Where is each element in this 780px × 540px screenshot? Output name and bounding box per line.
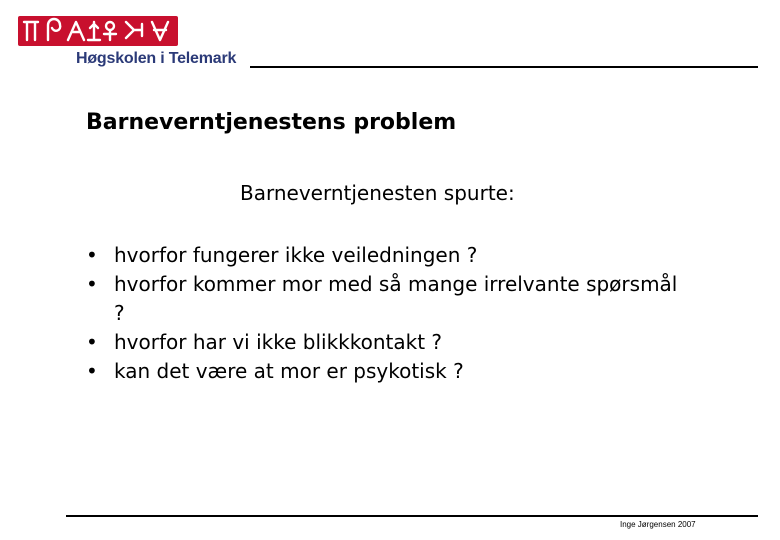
rock-carving-glyphs-icon [18,16,178,46]
bullet-item [86,270,686,328]
bullet-icon: • [86,272,98,296]
footer-credit: Inge Jørgensen 2007 [620,520,696,529]
bullet-item [86,328,686,357]
bullet-icon: • [86,243,98,267]
bullet-item [86,357,686,386]
institution-name: Høgskolen i Telemark [76,50,237,67]
footer-divider [66,515,758,517]
bullet-text: kan det være at mor er psykotisk ? [114,359,464,383]
bullet-text: hvorfor fungerer ikke veiledningen ? [114,243,478,267]
bullet-icon: • [86,330,98,354]
bullet-list [86,241,686,386]
slide-subtitle: Barneverntjenesten spurte: [240,181,515,205]
slide-title: Barneverntjenestens problem [86,110,457,135]
header-divider [250,66,758,68]
bullet-icon: • [86,359,98,383]
institution-logo-icon [18,16,178,46]
bullet-text: hvorfor kommer mor med så mange irrelvante spørsmål ? [114,272,678,325]
bullet-item [86,241,686,270]
bullet-text: hvorfor har vi ikke blikkkontakt ? [114,330,443,354]
